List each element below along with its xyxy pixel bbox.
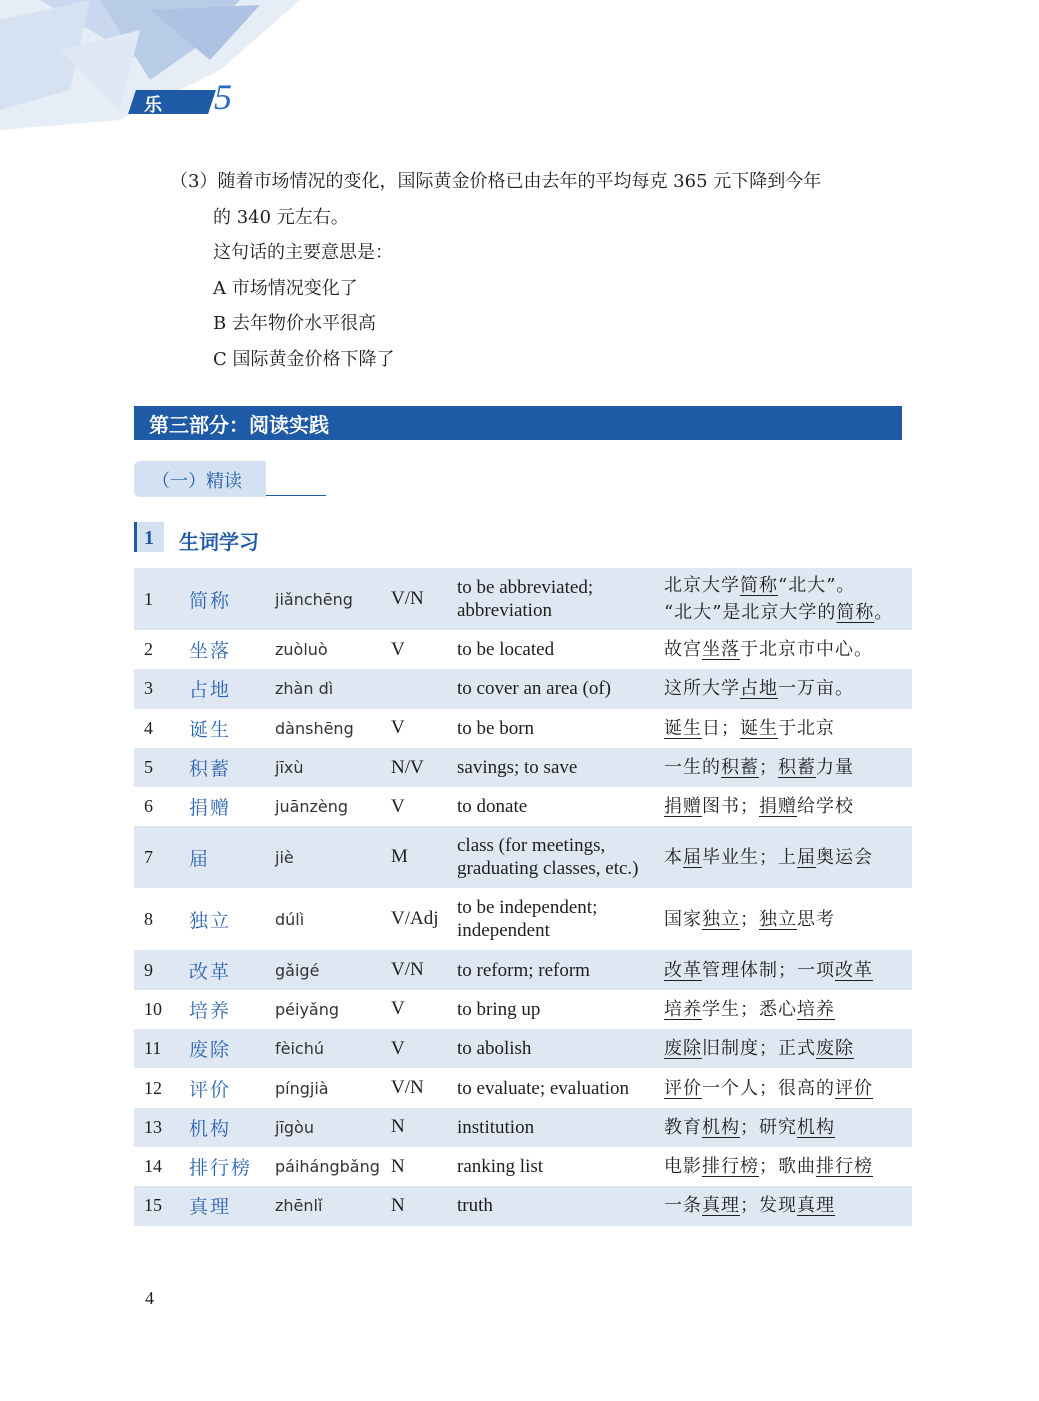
vocab-number: 5 xyxy=(134,748,189,787)
vocab-pos: V xyxy=(391,795,405,817)
english-line: to abolish xyxy=(457,1038,532,1060)
example-text: 给学校 xyxy=(797,796,854,818)
subsection-tab xyxy=(134,461,266,497)
vocab-example xyxy=(664,1108,912,1147)
example-text: 一个人；很高的 xyxy=(702,1077,835,1099)
example-line xyxy=(664,715,912,742)
vocab-word: 坐落 xyxy=(189,640,232,663)
example-line xyxy=(664,1153,912,1180)
english-line: to bring up xyxy=(457,998,541,1020)
vocab-number: 9 xyxy=(134,950,189,989)
vocab-number: 2 xyxy=(144,639,153,660)
vocab-row xyxy=(134,748,912,787)
vocab-example xyxy=(664,826,912,888)
vocab-example xyxy=(664,888,912,950)
section-header xyxy=(134,406,902,440)
example-keyword: 评价 xyxy=(664,1077,702,1099)
english-line: class (for meetings, xyxy=(457,835,606,857)
example-text: ；歌曲 xyxy=(759,1156,816,1178)
english-line: savings; to save xyxy=(457,757,578,779)
vocab-word: 改革 xyxy=(189,950,275,989)
vocab-example xyxy=(664,1029,912,1068)
vocab-example xyxy=(664,669,912,708)
english-line: institution xyxy=(457,1116,535,1138)
example-text: 于北京 xyxy=(778,717,835,739)
example-text: 一生的 xyxy=(664,757,721,779)
vocab-pinyin: zuòluò xyxy=(275,640,328,660)
example-text: 北京大学 xyxy=(664,575,740,596)
english-line: independent xyxy=(457,920,550,942)
example-line xyxy=(664,1114,912,1141)
example-text: ；发现 xyxy=(740,1195,797,1217)
example-text: ； xyxy=(740,908,759,930)
vocab-example xyxy=(664,630,912,669)
vocab-row xyxy=(134,1186,912,1225)
vocab-pinyin: dúlì xyxy=(275,909,305,929)
vocab-number: 15 xyxy=(134,1186,189,1225)
example-line xyxy=(664,844,912,871)
example-keyword: 评价 xyxy=(835,1077,873,1099)
example-keyword: 捐赠 xyxy=(664,796,702,818)
english-line: to evaluate; evaluation xyxy=(457,1077,629,1099)
vocab-pos: V xyxy=(391,1029,457,1068)
example-text: 日； xyxy=(702,717,740,739)
vocab-english xyxy=(457,990,664,1029)
vocab-number: 10 xyxy=(144,998,162,1019)
vocab-number: 14 xyxy=(144,1156,162,1177)
vocab-row xyxy=(134,1108,912,1147)
vocab-row xyxy=(134,950,912,989)
brand-text: 乐读 xyxy=(144,95,163,142)
heading-number: 1 xyxy=(134,522,164,552)
vocab-pos: V xyxy=(391,717,405,739)
vocab-row xyxy=(134,826,912,888)
vocab-english xyxy=(457,1029,664,1068)
vocab-english xyxy=(457,709,664,748)
example-line xyxy=(664,793,912,820)
vocab-word: 捐赠 xyxy=(189,797,232,820)
page-number: 4 xyxy=(145,1288,154,1308)
vocab-row xyxy=(134,630,912,669)
example-keyword: 简称 xyxy=(740,575,778,596)
vocab-number: 12 xyxy=(144,1077,162,1098)
vocab-row xyxy=(134,1068,912,1107)
option-c: C 国际黄金价格下降了 xyxy=(213,348,395,370)
example-line xyxy=(664,599,912,626)
vocab-english xyxy=(457,1186,664,1225)
english-line: to be located xyxy=(457,639,555,661)
vocab-pos: N xyxy=(391,1155,405,1177)
vocab-pinyin: dànshēng xyxy=(275,718,354,738)
vocab-number: 3 xyxy=(134,669,189,708)
example-keyword: 培养 xyxy=(797,998,835,1020)
vocab-example xyxy=(664,990,912,1029)
example-text: 教育 xyxy=(664,1116,702,1138)
vocab-number: 4 xyxy=(144,717,153,738)
vocab-number: 6 xyxy=(144,796,153,817)
vocab-pos: V/N xyxy=(391,1077,424,1099)
example-text: 一万亩。 xyxy=(778,678,854,700)
vocab-word: 独立 xyxy=(189,909,232,932)
example-line xyxy=(664,572,912,599)
vocab-example xyxy=(664,709,912,748)
heading-title: 生词学习 xyxy=(179,530,259,554)
vocab-number: 7 xyxy=(134,826,189,888)
vocab-pinyin: zhēnlǐ xyxy=(275,1186,391,1225)
vocab-english xyxy=(457,1147,664,1186)
vocab-pinyin: juānzèng xyxy=(275,797,349,817)
example-keyword: 积蓄 xyxy=(778,757,816,779)
example-text: 力量 xyxy=(816,757,854,779)
english-line: to be born xyxy=(457,717,535,739)
example-text: 奥运会 xyxy=(816,846,873,868)
vocab-english xyxy=(457,888,664,950)
english-line: to reform; reform xyxy=(457,959,590,981)
example-keyword: 废除 xyxy=(816,1038,854,1060)
vocab-word: 机构 xyxy=(189,1108,275,1147)
vocab-row xyxy=(134,990,912,1029)
vocab-row xyxy=(134,709,912,748)
vocab-pos: N xyxy=(391,1186,457,1225)
vocab-word: 简称 xyxy=(189,568,275,630)
vocab-pinyin: jīgòu xyxy=(275,1108,391,1147)
example-keyword: 诞生 xyxy=(740,717,778,739)
example-keyword: 简称 xyxy=(836,602,875,623)
english-line: ranking list xyxy=(457,1156,544,1178)
english-line: to cover an area (of) xyxy=(457,678,612,700)
vocab-row xyxy=(134,888,912,950)
example-keyword: 捐赠 xyxy=(759,796,797,818)
vocab-pos xyxy=(391,669,457,708)
vocab-row xyxy=(134,787,912,826)
header-decoration xyxy=(0,0,330,150)
example-keyword: 排行榜 xyxy=(816,1156,873,1178)
example-line xyxy=(664,996,912,1023)
vocab-word: 届 xyxy=(189,826,275,888)
vocab-word: 占地 xyxy=(189,669,275,708)
example-keyword: 机构 xyxy=(797,1116,835,1138)
example-text: 于北京市中心。 xyxy=(740,639,873,661)
option-b: B 去年物价水平很高 xyxy=(213,313,376,334)
example-line xyxy=(664,957,912,984)
example-line xyxy=(664,1035,912,1062)
question-prompt: 这句话的主要意思是： xyxy=(213,242,393,263)
example-text: 管理体制；一项 xyxy=(702,959,835,981)
example-text: 一条 xyxy=(664,1195,702,1217)
vocab-example xyxy=(664,950,912,989)
example-keyword: 届 xyxy=(797,846,816,868)
example-keyword: 培养 xyxy=(664,998,702,1020)
vocab-number: 8 xyxy=(144,908,153,929)
example-keyword: 真理 xyxy=(702,1195,740,1217)
vocab-row xyxy=(134,1029,912,1068)
example-text: 思考 xyxy=(797,908,835,930)
vocab-number: 1 xyxy=(134,568,189,630)
vocab-pos: N/V xyxy=(391,748,457,787)
vocab-pinyin: gǎigé xyxy=(275,950,391,989)
example-keyword: 积蓄 xyxy=(721,757,759,779)
vocab-example xyxy=(664,1186,912,1225)
vocab-example xyxy=(664,1147,912,1186)
vocab-english xyxy=(457,748,664,787)
option-a: A 市场情况变化了 xyxy=(213,277,358,299)
vocab-pos: N xyxy=(391,1108,457,1147)
vocab-number: 13 xyxy=(134,1108,189,1147)
vocab-pinyin: jīxù xyxy=(275,748,391,787)
example-text: 图书； xyxy=(702,796,759,818)
vocab-english xyxy=(457,787,664,826)
vocab-word: 评价 xyxy=(189,1078,232,1101)
vocab-pinyin: píngjià xyxy=(275,1078,329,1098)
vocab-english xyxy=(457,568,664,630)
example-keyword: 真理 xyxy=(797,1195,835,1217)
vocab-example xyxy=(664,1068,912,1107)
example-text: 学生；悉心 xyxy=(702,998,797,1020)
english-line: graduating classes, etc.) xyxy=(457,858,639,880)
example-keyword: 机构 xyxy=(702,1116,740,1138)
vocab-word: 排行榜 xyxy=(189,1157,253,1180)
vocab-pos: V xyxy=(391,638,405,660)
vocab-example xyxy=(664,787,912,826)
example-line xyxy=(664,675,912,702)
vocab-example xyxy=(664,748,912,787)
example-keyword: 独立 xyxy=(759,908,797,930)
example-text: 电影 xyxy=(664,1156,702,1178)
vocab-english xyxy=(457,826,664,888)
vocab-pos: V xyxy=(391,998,405,1020)
english-line: abbreviation xyxy=(457,600,552,621)
example-line xyxy=(664,906,912,933)
english-line: to be independent; xyxy=(457,897,598,919)
example-line xyxy=(664,1192,912,1219)
example-keyword: 诞生 xyxy=(664,717,702,739)
brand-tag xyxy=(128,90,216,114)
example-text: 这所大学 xyxy=(664,678,740,700)
vocab-english xyxy=(457,1108,664,1147)
vocab-word: 培养 xyxy=(189,999,232,1022)
vocab-row xyxy=(134,669,912,708)
example-keyword: 独立 xyxy=(702,908,740,930)
example-line xyxy=(664,754,912,781)
vocab-row xyxy=(134,568,912,630)
example-keyword: 坐落 xyxy=(702,639,740,661)
example-text: 故宫 xyxy=(664,639,702,661)
vocab-pinyin: páihángbǎng xyxy=(275,1157,380,1177)
vocab-pinyin: jiè xyxy=(275,826,391,888)
brand-number: 5 xyxy=(214,77,232,117)
example-text: 毕业生；上 xyxy=(702,846,797,868)
example-text: “北大”是北京大学的 xyxy=(664,602,837,623)
example-text: 旧制度；正式 xyxy=(702,1038,816,1060)
example-line xyxy=(664,1075,912,1102)
example-text: 。 xyxy=(874,602,894,623)
vocab-pos: V/N xyxy=(391,950,457,989)
vocab-example xyxy=(664,568,912,630)
example-line xyxy=(664,636,912,663)
subsection-label: （一）精读 xyxy=(152,471,242,492)
vocab-english xyxy=(457,950,664,989)
vocab-pos: V/Adj xyxy=(391,908,439,930)
section-title: 第三部分：阅读实践 xyxy=(149,413,329,437)
example-text: 本 xyxy=(664,846,683,868)
vocab-pinyin: fèichú xyxy=(275,1029,391,1068)
example-text: ； xyxy=(759,757,778,779)
english-line: truth xyxy=(457,1195,493,1217)
question-block xyxy=(170,164,930,377)
vocab-row xyxy=(134,1147,912,1186)
example-keyword: 废除 xyxy=(664,1038,702,1060)
subsection-underline xyxy=(266,495,326,496)
vocab-english xyxy=(457,630,664,669)
vocab-word: 真理 xyxy=(189,1186,275,1225)
example-keyword: 占地 xyxy=(740,678,778,700)
vocab-table xyxy=(134,568,912,1226)
vocab-pos: V/N xyxy=(391,568,457,630)
question-line-2: 的 340 元左右。 xyxy=(213,206,349,228)
example-text: “北大”。 xyxy=(778,575,856,596)
vocab-number: 11 xyxy=(134,1029,189,1068)
question-line-1: （3）随着市场情况的变化，国际黄金价格已由去年的平均每克 365 元下降到今年 xyxy=(170,171,822,192)
example-keyword: 改革 xyxy=(835,959,873,981)
english-line: to donate xyxy=(457,796,528,818)
vocab-word: 诞生 xyxy=(189,718,232,741)
vocab-english xyxy=(457,1068,664,1107)
english-line: to be abbreviated; xyxy=(457,577,594,598)
vocab-pinyin: jiǎnchēng xyxy=(275,568,391,630)
example-text: 国家 xyxy=(664,908,702,930)
example-keyword: 排行榜 xyxy=(702,1156,759,1178)
example-keyword: 改革 xyxy=(664,959,702,981)
vocab-pinyin: péiyǎng xyxy=(275,999,340,1019)
vocab-english xyxy=(457,669,664,708)
vocab-pos: M xyxy=(391,826,457,888)
example-keyword: 届 xyxy=(683,846,702,868)
vocab-word: 废除 xyxy=(189,1029,275,1068)
example-text: ；研究 xyxy=(740,1116,797,1138)
vocab-pinyin: zhàn dì xyxy=(275,669,391,708)
vocab-word: 积蓄 xyxy=(189,748,275,787)
